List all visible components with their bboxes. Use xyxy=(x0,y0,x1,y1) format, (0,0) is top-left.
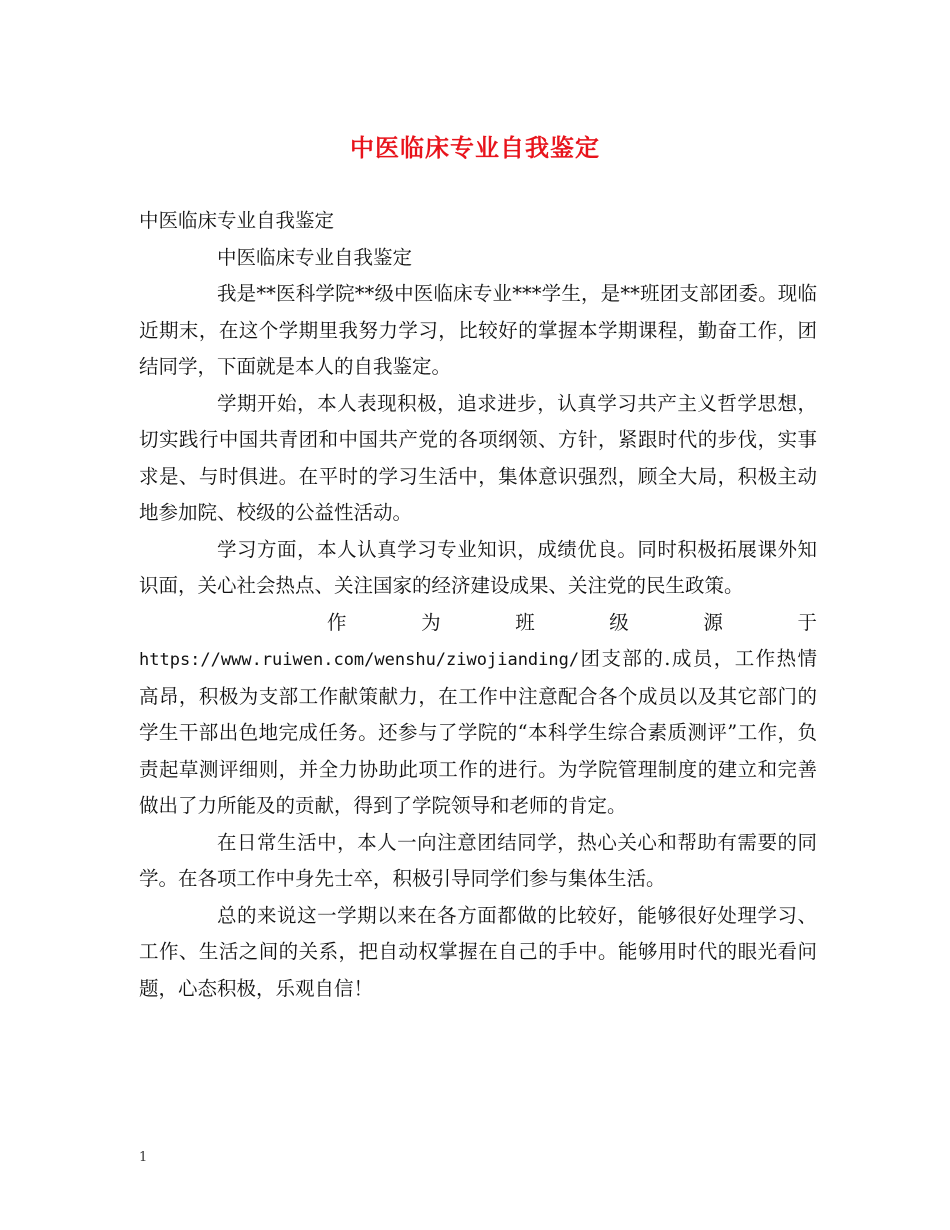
paragraph-summary: 总的来说这一学期以来在各方面都做的比较好，能够很好处理学习、工作、生活之间的关系，把自动权掌握在自己的手中。能够用时代的眼光看问题，心态积极，乐观自信！ xyxy=(139,903,817,1000)
body-heading: 中医临床专业自我鉴定 xyxy=(139,209,335,232)
paragraph-work-text: 团支部的.成员，工作热情高昂，积极为支部工作献策献力，在工作中注意配合各个成员以及其它部门的学生干部出色地完成任务。还参与了学院的“本科学生综合素质测评”工作，负责起草测评细则，并全力协助此项工作的进行。为学院管理制度的建立和完善做出了力所能及的贡献，得到了学院领导和老师的肯定。 xyxy=(139,647,817,817)
paragraph-ideology: 学期开始，本人表现积极，追求进步，认真学习共产主义哲学思想，切实践行中国共青团和中国共产党的各项纲领、方针，紧跟时代的步伐，实事求是、与时俱进。在平时的学习生活中，集体意识强烈，顾全大局，积极主动地参加院、校级的公益性活动。 xyxy=(139,391,817,524)
paragraph-study: 学习方面，本人认真学习专业知识，成绩优良。同时积极拓展课外知识面，关心社会热点、关注国家的经济建设成果、关注党的民生政策。 xyxy=(139,537,817,597)
spread-line: 作 为 班 级 源 于 xyxy=(327,610,817,634)
page-number: 1 xyxy=(139,1150,148,1165)
document-title: 中医临床专业自我鉴定 xyxy=(350,133,600,162)
paragraph-life: 在日常生活中，本人一向注意团结同学，热心关心和帮助有需要的同学。在各项工作中身先士卒，积极引导同学们参与集体生活。 xyxy=(139,830,817,890)
source-url-text: https://www.ruiwen.com/wenshu/ziwojianding/ xyxy=(139,650,580,670)
document-body xyxy=(139,203,817,1007)
paragraph-work xyxy=(139,641,817,825)
body-subheading: 中医临床专业自我鉴定 xyxy=(217,245,413,269)
paragraph-intro: 我是**医科学院**级中医临床专业***学生，是**班团支部团委。现临近期末，在这个学期里我努力学习，比较好的掌握本学期课程，勤奋工作，团结同学，下面就是本人的自我鉴定。 xyxy=(139,282,817,378)
